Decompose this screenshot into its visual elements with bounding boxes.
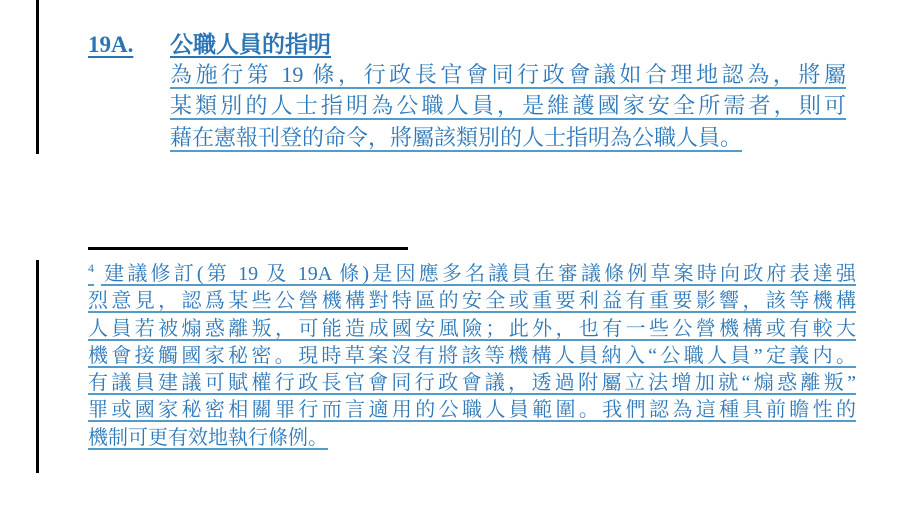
- footnote-line: 烈意見，認爲某些公營機構對特區的安全或重要利益有重要影響，該等機構: [88, 290, 856, 313]
- footnote-line: 機制可更有效地執行條例。: [88, 426, 328, 449]
- body-line: 藉在憲報刊登的命令，將屬該類別的人士指明為公職人員。: [170, 124, 743, 150]
- revision-change-bar-bottom: [36, 260, 39, 473]
- footnote-line: 機會接觸國家秘密。現時草案沒有將該等機構人員納入“公職人員”定義内。: [88, 344, 856, 367]
- footnote-line: [88, 261, 856, 288]
- footnote-line: 有議員建議可賦權行政長官會同行政會議，透過附屬立法增加就“煽惑離叛”: [88, 372, 856, 395]
- section-title: 公職人員的指明: [170, 32, 331, 57]
- body-line: 某類別的人士指明為公職人員，是維護國家安全所需者，則可: [170, 93, 846, 119]
- footnote-marker: 4: [88, 261, 94, 276]
- footnote-separator-rule: [88, 247, 408, 250]
- body-line: 為施行第 19 條，行政長官會同行政會議如合理地認為，將屬: [170, 62, 846, 87]
- section-body-paragraph: [170, 59, 846, 153]
- footnote-line: 人員若被煽惑離叛，可能造成國安風險；此外，也有一些公營機構或有較大: [88, 317, 856, 340]
- footnote: [88, 261, 856, 452]
- section-number: 19A.: [88, 32, 134, 57]
- footnote-line: 罪或國家秘密相關罪行而言適用的公職人員範圍。我們認為這種具前瞻性的: [88, 399, 856, 422]
- revision-change-bar-top: [36, 0, 39, 154]
- footnote-text: 建議修訂(第 19 及 19A 條)是因應多名議員在審議條例草案時向政府表達强: [101, 263, 856, 285]
- section-heading: [88, 26, 331, 59]
